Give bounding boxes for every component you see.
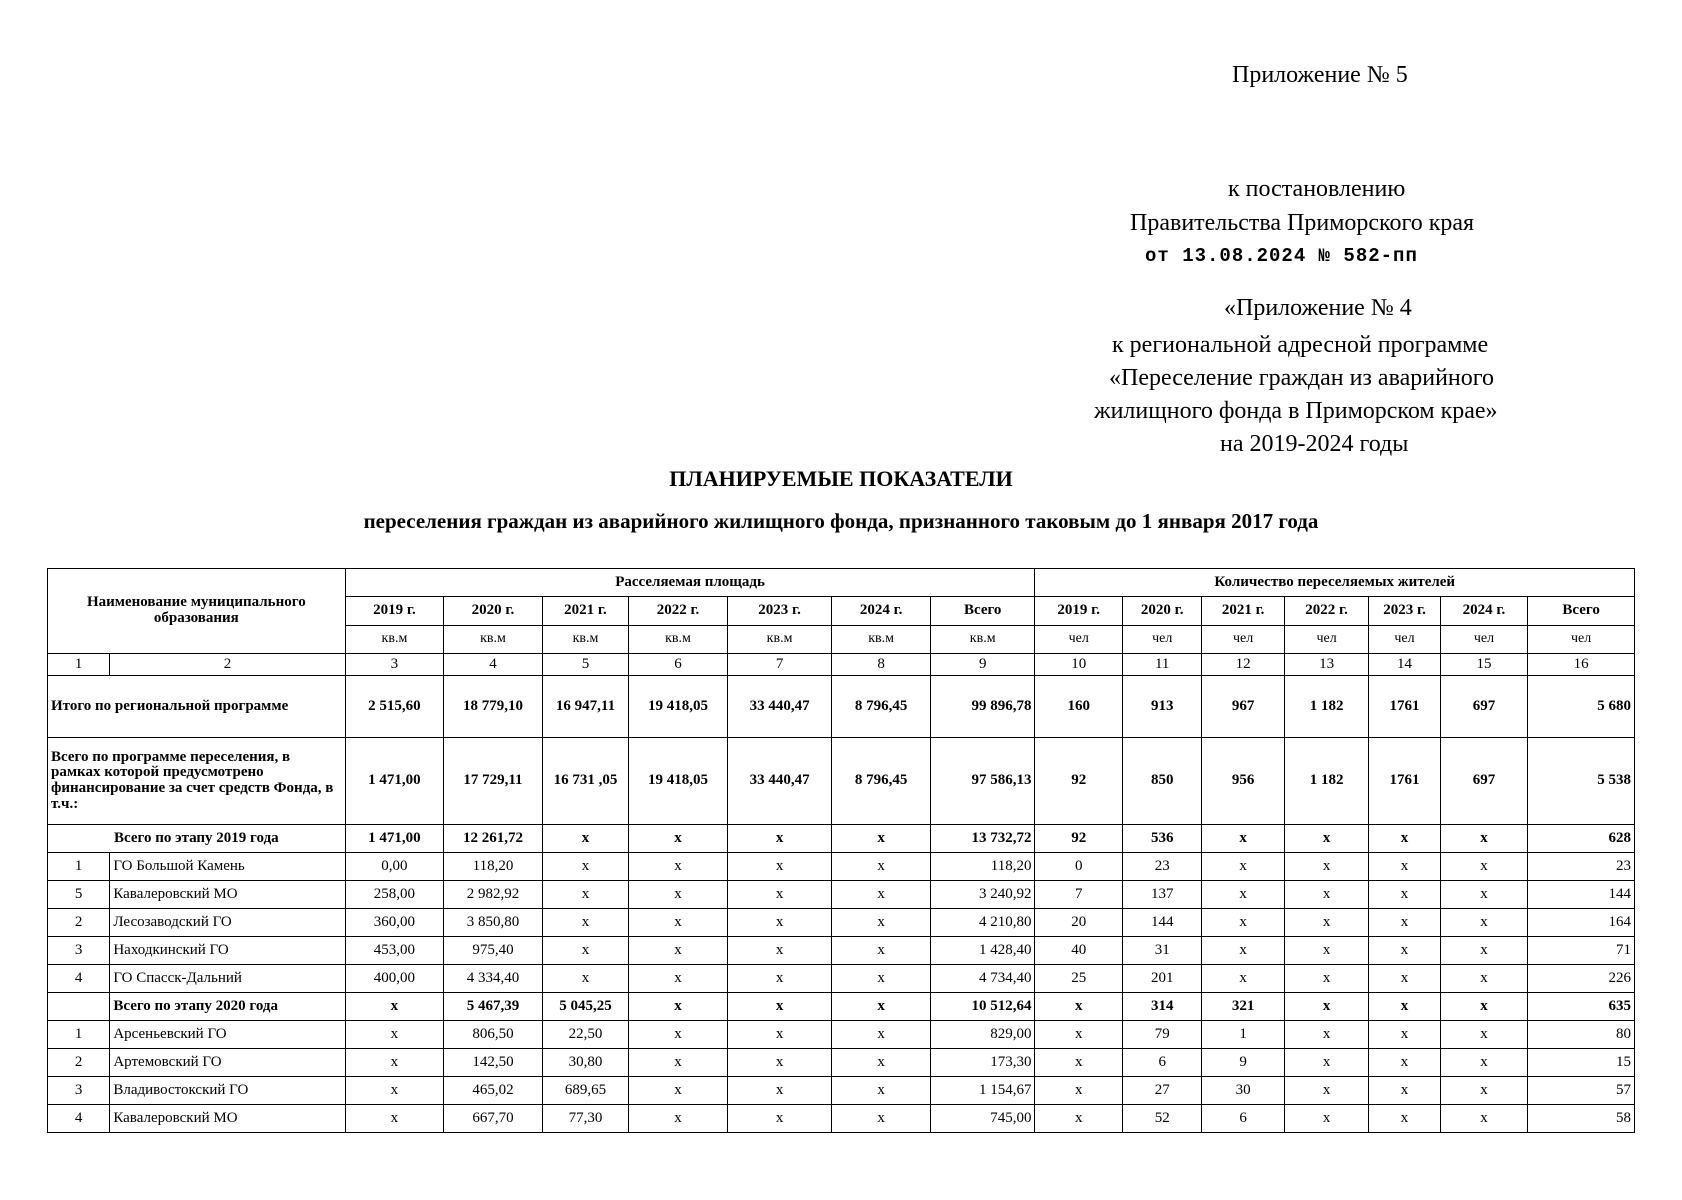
table-cell: 829,00: [930, 1021, 1035, 1049]
table-cell: x: [629, 825, 728, 853]
table-cell: 6: [1122, 1049, 1201, 1077]
row-number: 1: [48, 853, 110, 881]
table-cell: x: [1284, 881, 1368, 909]
year-header: Всего: [930, 597, 1035, 626]
table-cell: x: [1202, 853, 1284, 881]
table-cell: x: [727, 1021, 832, 1049]
table-cell: 16 947,11: [542, 676, 628, 738]
table-cell: x: [345, 1021, 444, 1049]
table-cell: 3 240,92: [930, 881, 1035, 909]
table-cell: 137: [1122, 881, 1201, 909]
table-row: [48, 676, 1635, 738]
table-cell: x: [1035, 1021, 1122, 1049]
appendix-label: Приложение № 5: [1232, 62, 1408, 88]
table-cell: 99 896,78: [930, 676, 1035, 738]
table-cell: x: [1284, 853, 1368, 881]
row-number: 3: [48, 1077, 110, 1105]
table-cell: 92: [1035, 738, 1122, 825]
table-cell: 8 796,45: [832, 738, 931, 825]
table-cell: 697: [1440, 676, 1527, 738]
table-cell: x: [727, 965, 832, 993]
column-number: 2: [110, 654, 345, 676]
table-cell: x: [727, 881, 832, 909]
year-header: 2020 г.: [1122, 597, 1201, 626]
table-cell: x: [345, 1049, 444, 1077]
year-header: 2019 г.: [1035, 597, 1122, 626]
row-label: Всего по этапу 2020 года: [110, 993, 345, 1021]
table-cell: 201: [1122, 965, 1201, 993]
table-cell: 173,30: [930, 1049, 1035, 1077]
table-cell: 92: [1035, 825, 1122, 853]
table-cell: 15: [1528, 1049, 1635, 1077]
table-cell: 4 334,40: [444, 965, 543, 993]
row-number: 3: [48, 937, 110, 965]
program-line-3: жилищного фонда в Приморском крае»: [1094, 398, 1498, 424]
table-cell: 4 734,40: [930, 965, 1035, 993]
table-cell: x: [1440, 881, 1527, 909]
unit-header: кв.м: [542, 626, 628, 654]
table-row: [48, 909, 1635, 937]
unit-header: чел: [1284, 626, 1368, 654]
year-header: 2020 г.: [444, 597, 543, 626]
table-cell: 360,00: [345, 909, 444, 937]
year-header: 2021 г.: [542, 597, 628, 626]
table-cell: 5 538: [1528, 738, 1635, 825]
table-cell: x: [629, 1021, 728, 1049]
document-subtitle: переселения граждан из аварийного жилищного фонда, признанного таковым до 1 января 2017 года: [363, 509, 1319, 533]
table-row: [48, 825, 1635, 853]
table-cell: x: [345, 993, 444, 1021]
table-cell: 956: [1202, 738, 1284, 825]
column-number: 4: [444, 654, 543, 676]
table-cell: x: [629, 881, 728, 909]
table-row: [48, 853, 1635, 881]
table-cell: x: [1440, 1105, 1527, 1133]
table-cell: 33 440,47: [727, 676, 832, 738]
table-cell: 23: [1122, 853, 1201, 881]
table-row: [48, 1021, 1635, 1049]
table-cell: 975,40: [444, 937, 543, 965]
table-cell: x: [1440, 909, 1527, 937]
table-cell: x: [832, 1105, 931, 1133]
row-number: 2: [48, 909, 110, 937]
table-cell: 9: [1202, 1049, 1284, 1077]
table-cell: x: [629, 1077, 728, 1105]
row-label: Кавалеровский МО: [110, 1105, 345, 1133]
table-cell: x: [1284, 825, 1368, 853]
table-row: [48, 1077, 1635, 1105]
table-cell: x: [542, 825, 628, 853]
table-cell: x: [1284, 937, 1368, 965]
table-cell: x: [1284, 1049, 1368, 1077]
table-cell: x: [1440, 1021, 1527, 1049]
table-cell: 10 512,64: [930, 993, 1035, 1021]
year-header: 2022 г.: [629, 597, 728, 626]
column-number: 14: [1369, 654, 1440, 676]
table-cell: x: [1369, 1021, 1440, 1049]
unit-header: чел: [1369, 626, 1440, 654]
row-label: Всего по программе переселения, в рамках которой предусмотрено финансирование за счет средств Фонда, в т.ч.:: [48, 738, 346, 825]
row-number: 1: [48, 1021, 110, 1049]
header-row-numbers: [48, 654, 1635, 676]
table-cell: 23: [1528, 853, 1635, 881]
table-cell: x: [629, 1105, 728, 1133]
column-number: 12: [1202, 654, 1284, 676]
table-cell: 7: [1035, 881, 1122, 909]
table-cell: x: [542, 909, 628, 937]
unit-header: чел: [1440, 626, 1527, 654]
table-cell: 4 210,80: [930, 909, 1035, 937]
table-cell: x: [1369, 937, 1440, 965]
table-cell: 967: [1202, 676, 1284, 738]
table-cell: 453,00: [345, 937, 444, 965]
row-label: ГО Спасск-Дальний: [110, 965, 345, 993]
row-number: [48, 993, 110, 1021]
year-header: 2021 г.: [1202, 597, 1284, 626]
table-cell: 25: [1035, 965, 1122, 993]
table-cell: 1 471,00: [345, 738, 444, 825]
table-cell: x: [832, 993, 931, 1021]
table-cell: 689,65: [542, 1077, 628, 1105]
table-cell: 57: [1528, 1077, 1635, 1105]
table-cell: x: [1284, 1105, 1368, 1133]
table-cell: x: [1369, 965, 1440, 993]
table-cell: x: [542, 937, 628, 965]
table-cell: 1 428,40: [930, 937, 1035, 965]
table-cell: 400,00: [345, 965, 444, 993]
table-cell: x: [727, 825, 832, 853]
table-cell: 30: [1202, 1077, 1284, 1105]
table-cell: x: [1284, 1021, 1368, 1049]
table-cell: x: [832, 825, 931, 853]
table-cell: 258,00: [345, 881, 444, 909]
column-number: 6: [629, 654, 728, 676]
table-cell: 5 467,39: [444, 993, 543, 1021]
table-cell: 142,50: [444, 1049, 543, 1077]
table-cell: x: [832, 881, 931, 909]
column-number: 5: [542, 654, 628, 676]
table-cell: 536: [1122, 825, 1201, 853]
row-label: Всего по этапу 2019 года: [48, 825, 346, 853]
table-cell: 19 418,05: [629, 738, 728, 825]
row-number: 5: [48, 881, 110, 909]
table-cell: 13 732,72: [930, 825, 1035, 853]
column-number: 11: [1122, 654, 1201, 676]
table-row: [48, 738, 1635, 825]
table-cell: 6: [1202, 1105, 1284, 1133]
table-cell: x: [1369, 1105, 1440, 1133]
table-cell: 1 154,67: [930, 1077, 1035, 1105]
table-cell: 30,80: [542, 1049, 628, 1077]
row-number: 4: [48, 965, 110, 993]
table-cell: 144: [1122, 909, 1201, 937]
table-cell: 667,70: [444, 1105, 543, 1133]
table-cell: x: [727, 993, 832, 1021]
table-cell: x: [727, 853, 832, 881]
table-cell: x: [1440, 965, 1527, 993]
table-cell: x: [832, 937, 931, 965]
column-number: 7: [727, 654, 832, 676]
unit-header: кв.м: [832, 626, 931, 654]
table-cell: x: [727, 937, 832, 965]
table-cell: x: [1202, 909, 1284, 937]
table-cell: 806,50: [444, 1021, 543, 1049]
table-cell: 321: [1202, 993, 1284, 1021]
table-cell: 80: [1528, 1021, 1635, 1049]
row-label: Артемовский ГО: [110, 1049, 345, 1077]
area-group-header: Расселяемая площадь: [345, 569, 1035, 597]
table-cell: x: [542, 881, 628, 909]
table-cell: x: [1035, 993, 1122, 1021]
unit-header: чел: [1528, 626, 1635, 654]
table-cell: 31: [1122, 937, 1201, 965]
column-number: 10: [1035, 654, 1122, 676]
table-cell: 850: [1122, 738, 1201, 825]
table-cell: 5 680: [1528, 676, 1635, 738]
table-cell: x: [1202, 825, 1284, 853]
table-cell: x: [1035, 1049, 1122, 1077]
table-cell: 1 471,00: [345, 825, 444, 853]
table-cell: 19 418,05: [629, 676, 728, 738]
table-cell: x: [1369, 1077, 1440, 1105]
table-cell: x: [832, 909, 931, 937]
table-cell: x: [1440, 937, 1527, 965]
table-cell: x: [629, 965, 728, 993]
table-cell: 0: [1035, 853, 1122, 881]
government-label: Правительства Приморского края: [1130, 210, 1475, 236]
table-cell: x: [1202, 965, 1284, 993]
year-header: 2024 г.: [1440, 597, 1527, 626]
column-number: 15: [1440, 654, 1527, 676]
table-cell: 1 182: [1284, 738, 1368, 825]
table-cell: 20: [1035, 909, 1122, 937]
table-cell: 79: [1122, 1021, 1201, 1049]
table-cell: 40: [1035, 937, 1122, 965]
table-cell: x: [1035, 1077, 1122, 1105]
table-cell: x: [542, 853, 628, 881]
table-cell: x: [542, 965, 628, 993]
table-cell: x: [1369, 853, 1440, 881]
table-cell: x: [1440, 993, 1527, 1021]
row-label: Кавалеровский МО: [110, 881, 345, 909]
year-header: 2024 г.: [832, 597, 931, 626]
table-cell: x: [345, 1105, 444, 1133]
row-number: 4: [48, 1105, 110, 1133]
row-number: 2: [48, 1049, 110, 1077]
people-group-header: Количество переселяемых жителей: [1035, 569, 1635, 597]
year-header: 2023 г.: [1369, 597, 1440, 626]
table-cell: x: [629, 909, 728, 937]
table-cell: 1761: [1369, 738, 1440, 825]
table-row: [48, 1105, 1635, 1133]
unit-header: кв.м: [930, 626, 1035, 654]
table-cell: 913: [1122, 676, 1201, 738]
table-cell: 1 182: [1284, 676, 1368, 738]
table-cell: 226: [1528, 965, 1635, 993]
table-row: [48, 965, 1635, 993]
column-number: 13: [1284, 654, 1368, 676]
table-cell: x: [1440, 1077, 1527, 1105]
program-line-2: «Переселение граждан из аварийного: [1109, 365, 1495, 391]
header-row-groups: [48, 569, 1635, 597]
table-cell: x: [727, 1049, 832, 1077]
table-cell: 52: [1122, 1105, 1201, 1133]
appendix4-label: «Приложение № 4: [1224, 295, 1412, 321]
table-cell: x: [832, 965, 931, 993]
table-cell: 22,50: [542, 1021, 628, 1049]
table-cell: 17 729,11: [444, 738, 543, 825]
row-label: ГО Большой Камень: [110, 853, 345, 881]
table-cell: x: [832, 1021, 931, 1049]
program-line-4: на 2019-2024 годы: [1220, 431, 1409, 457]
table-cell: x: [1440, 825, 1527, 853]
column-number: 9: [930, 654, 1035, 676]
table-cell: x: [1284, 965, 1368, 993]
table-cell: x: [1369, 1049, 1440, 1077]
table-cell: x: [1369, 909, 1440, 937]
table-cell: x: [1284, 909, 1368, 937]
table-row: [48, 1049, 1635, 1077]
unit-header: кв.м: [444, 626, 543, 654]
indicators-table: [47, 568, 1635, 1133]
unit-header: чел: [1202, 626, 1284, 654]
year-header: 2019 г.: [345, 597, 444, 626]
table-cell: x: [727, 909, 832, 937]
table-cell: 465,02: [444, 1077, 543, 1105]
table-cell: 71: [1528, 937, 1635, 965]
table-cell: x: [1284, 1077, 1368, 1105]
table-cell: 118,20: [444, 853, 543, 881]
table-cell: 628: [1528, 825, 1635, 853]
table-cell: 58: [1528, 1105, 1635, 1133]
table-row: [48, 993, 1635, 1021]
table-cell: 118,20: [930, 853, 1035, 881]
table-cell: 1: [1202, 1021, 1284, 1049]
row-label: Лесозаводский ГО: [110, 909, 345, 937]
row-label: Арсеньевский ГО: [110, 1021, 345, 1049]
column-number: 1: [48, 654, 110, 676]
table-cell: 3 850,80: [444, 909, 543, 937]
table-cell: 164: [1528, 909, 1635, 937]
table-cell: 77,30: [542, 1105, 628, 1133]
row-label: Находкинский ГО: [110, 937, 345, 965]
table-cell: x: [1369, 825, 1440, 853]
program-line-1: к региональной адресной программе: [1112, 332, 1489, 358]
year-header: 2022 г.: [1284, 597, 1368, 626]
name-header: Наименование муниципального образования: [48, 569, 346, 654]
unit-header: кв.м: [727, 626, 832, 654]
table-cell: x: [345, 1077, 444, 1105]
table-cell: 160: [1035, 676, 1122, 738]
table-cell: x: [727, 1105, 832, 1133]
unit-header: чел: [1122, 626, 1201, 654]
table-cell: 697: [1440, 738, 1527, 825]
document-title: ПЛАНИРУЕМЫЕ ПОКАЗАТЕЛИ: [669, 466, 1013, 491]
table-cell: 12 261,72: [444, 825, 543, 853]
table-cell: 314: [1122, 993, 1201, 1021]
row-label: Владивостокский ГО: [110, 1077, 345, 1105]
date-number: от 13.08.2024 № 582-пп: [1145, 245, 1418, 267]
table-cell: 33 440,47: [727, 738, 832, 825]
table-cell: x: [1369, 881, 1440, 909]
table-cell: x: [1440, 1049, 1527, 1077]
table-cell: x: [629, 937, 728, 965]
table-cell: x: [629, 993, 728, 1021]
table-cell: 745,00: [930, 1105, 1035, 1133]
table-cell: 27: [1122, 1077, 1201, 1105]
table-cell: 144: [1528, 881, 1635, 909]
table-cell: x: [832, 1049, 931, 1077]
table-cell: 97 586,13: [930, 738, 1035, 825]
table-cell: x: [1440, 853, 1527, 881]
table-cell: 18 779,10: [444, 676, 543, 738]
table-cell: x: [832, 853, 931, 881]
unit-header: кв.м: [345, 626, 444, 654]
table-cell: x: [1202, 937, 1284, 965]
table-cell: 2 982,92: [444, 881, 543, 909]
to-resolution: к постановлению: [1228, 176, 1406, 202]
year-header: Всего: [1528, 597, 1635, 626]
table-cell: x: [1035, 1105, 1122, 1133]
unit-header: кв.м: [629, 626, 728, 654]
column-number: 16: [1528, 654, 1635, 676]
column-number: 3: [345, 654, 444, 676]
table-cell: x: [629, 1049, 728, 1077]
table-cell: 5 045,25: [542, 993, 628, 1021]
table-cell: x: [1369, 993, 1440, 1021]
unit-header: чел: [1035, 626, 1122, 654]
year-header: 2023 г.: [727, 597, 832, 626]
table-cell: x: [1202, 881, 1284, 909]
table-cell: 16 731 ,05: [542, 738, 628, 825]
table-cell: 2 515,60: [345, 676, 444, 738]
table-cell: 8 796,45: [832, 676, 931, 738]
table-cell: x: [629, 853, 728, 881]
table-cell: x: [832, 1077, 931, 1105]
table-cell: 635: [1528, 993, 1635, 1021]
table-row: [48, 881, 1635, 909]
column-number: 8: [832, 654, 931, 676]
table-cell: x: [727, 1077, 832, 1105]
table-cell: x: [1284, 993, 1368, 1021]
table-cell: 1761: [1369, 676, 1440, 738]
table-row: [48, 937, 1635, 965]
row-label: Итого по региональной программе: [48, 676, 346, 738]
table-cell: 0,00: [345, 853, 444, 881]
